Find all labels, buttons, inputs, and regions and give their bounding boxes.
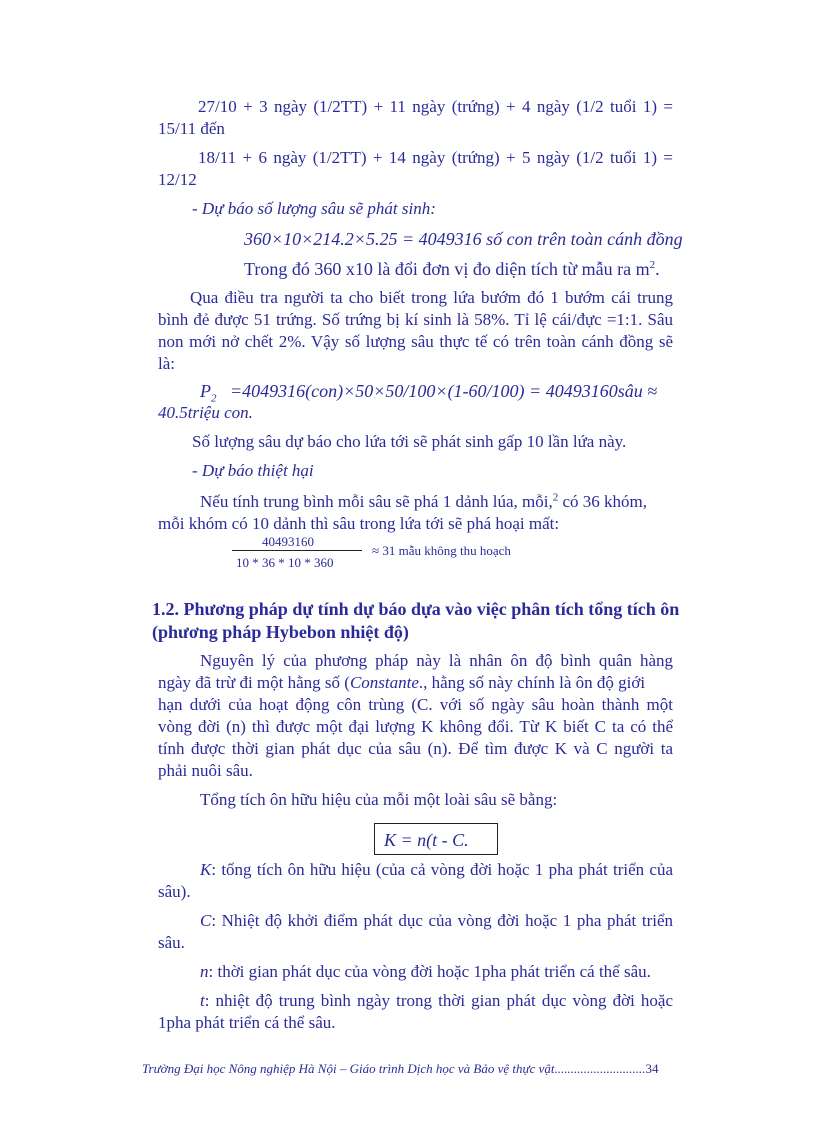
text-line: phải nuôi sâu.: [158, 761, 253, 780]
section-heading-line2: (phương pháp Hybebon nhiệt độ): [152, 622, 409, 642]
text-line: hạn dưới của hoạt động côn trùng (C. với số ngày sâu hoàn thành một: [158, 695, 673, 714]
text-span: : thời gian phát dục của vòng đời hoặc 1pha phát triển cá thể sâu.: [208, 962, 651, 981]
superscript: 2: [649, 259, 656, 271]
text-line: [244, 258, 660, 280]
footer-text: Trường Đại học Nông nghiệp Hà Nội – Giáo trình Dịch học và Bảo vệ thực vật............................: [142, 1061, 646, 1076]
text-span-italic: t: [200, 991, 205, 1010]
text-line: [158, 672, 645, 694]
text-line: 40.5triệu con.: [158, 403, 253, 422]
text-line: mỗi khóm có 10 dảnh thì sâu trong lứa tới sẽ phá hoại mất:: [158, 514, 560, 533]
text-line: vòng đời (n) thì được một đại lượng K không đổi. Từ K biết C ta có thể: [158, 717, 673, 736]
subheading-forecast-count: - Dự báo số lượng sâu sẽ phát sinh:: [192, 199, 436, 218]
text-span: Trong đó 360 x10 là đổi đơn vị đo diện tích từ mẫu ra m: [244, 259, 650, 279]
text-span: : nhiệt độ trung bình ngày trong thời gian phát dục vòng đời hoặc: [204, 991, 673, 1010]
definition-k: [200, 859, 673, 881]
superscript: 2: [552, 491, 559, 504]
text-span: =4049316(con)×50×50/100×(1-60/100) = 40493160sâu ≈: [230, 381, 658, 401]
page-number: 34: [645, 1061, 659, 1076]
text-span: [217, 381, 231, 401]
text-span: .: [655, 259, 660, 279]
text-span: : Nhiệt độ khởi điểm phát dục của vòng đời hoặc 1 pha phát triển: [211, 911, 673, 930]
text-span: ngày đã trừ đi một hằng số (: [158, 673, 350, 692]
subscript: 2: [211, 392, 217, 405]
fraction-result: ≈ 31 mẫu không thu hoạch: [372, 543, 511, 558]
text-span-italic: Constante: [349, 673, 419, 692]
text-span-italic: n: [200, 962, 209, 981]
text-line: tính được thời gian phát dục của sâu (n). Để tìm được K và C người ta: [158, 739, 673, 758]
text-line: Qua điều tra người ta cho biết trong lứa bướm đó 1 bướm cái trung: [190, 288, 673, 307]
text-span: có 36 khóm,: [558, 492, 647, 511]
definition-n: [200, 961, 651, 983]
fraction-denominator: 10 * 36 * 10 * 360: [236, 555, 334, 570]
section-heading: 1.2. Phương pháp dự tính dự báo dựa vào việc phân tích tổng tích ôn: [152, 599, 680, 619]
text-line: là:: [158, 354, 175, 373]
text-line: sâu).: [158, 882, 191, 901]
text-line: Số lượng sâu dự báo cho lứa tới sẽ phát sinh gấp 10 lần lứa này.: [192, 432, 627, 451]
text-span-italic: C: [200, 911, 212, 930]
text-line: 12/12: [158, 170, 197, 189]
formula-k: K = n(t - C.: [384, 830, 469, 850]
text-line: Tổng tích ôn hữu hiệu của mỗi một loài sâu sẽ bằng:: [200, 790, 558, 809]
text-line: [200, 491, 647, 513]
text-line: 18/11 + 6 ngày (1/2TT) + 14 ngày (trứng) + 5 ngày (1/2 tuổi 1) =: [198, 148, 673, 167]
text-line: 15/11 đến: [158, 119, 225, 138]
subheading-damage: - Dự báo thiệt hại: [192, 461, 314, 480]
formula-count: 360×10×214.2×5.25 = 4049316 số con trên toàn cánh đồng: [244, 229, 683, 249]
text-line: bình đẻ được 51 trứng. Số trứng bị kí sinh là 58%. Tỉ lệ cái/đực =1:1. Sâu: [158, 310, 673, 329]
text-line: non mới nở chết 2%. Vậy số lượng sâu thực tế có trên toàn cánh đồng sẽ: [158, 332, 673, 351]
page-footer: [142, 1061, 659, 1077]
text-line: 1pha phát triển cá thể sâu.: [158, 1013, 336, 1032]
text-line: Nguyên lý của phương pháp này là nhân ôn độ bình quân hàng: [200, 651, 673, 670]
text-span: ., hằng số này chính là ôn độ giới: [418, 673, 646, 692]
definition-c: [200, 910, 673, 932]
fraction-numerator: 40493160: [262, 534, 314, 549]
text-span: Nếu tính trung bình mỗi sâu sẽ phá 1 dảnh lúa, mỗi,: [200, 492, 553, 511]
text-line: 27/10 + 3 ngày (1/2TT) + 11 ngày (trứng) + 4 ngày (1/2 tuổi 1) =: [198, 97, 673, 116]
text-line: sâu.: [158, 933, 185, 952]
fraction-bar: [232, 550, 362, 551]
formula-p2: [200, 380, 658, 405]
definition-t: [200, 990, 673, 1012]
text-span: : tổng tích ôn hữu hiệu (của cả vòng đời hoặc 1 pha phát triển của: [211, 860, 673, 879]
text-span-italic: K: [200, 860, 212, 879]
text-span: P: [200, 381, 211, 401]
